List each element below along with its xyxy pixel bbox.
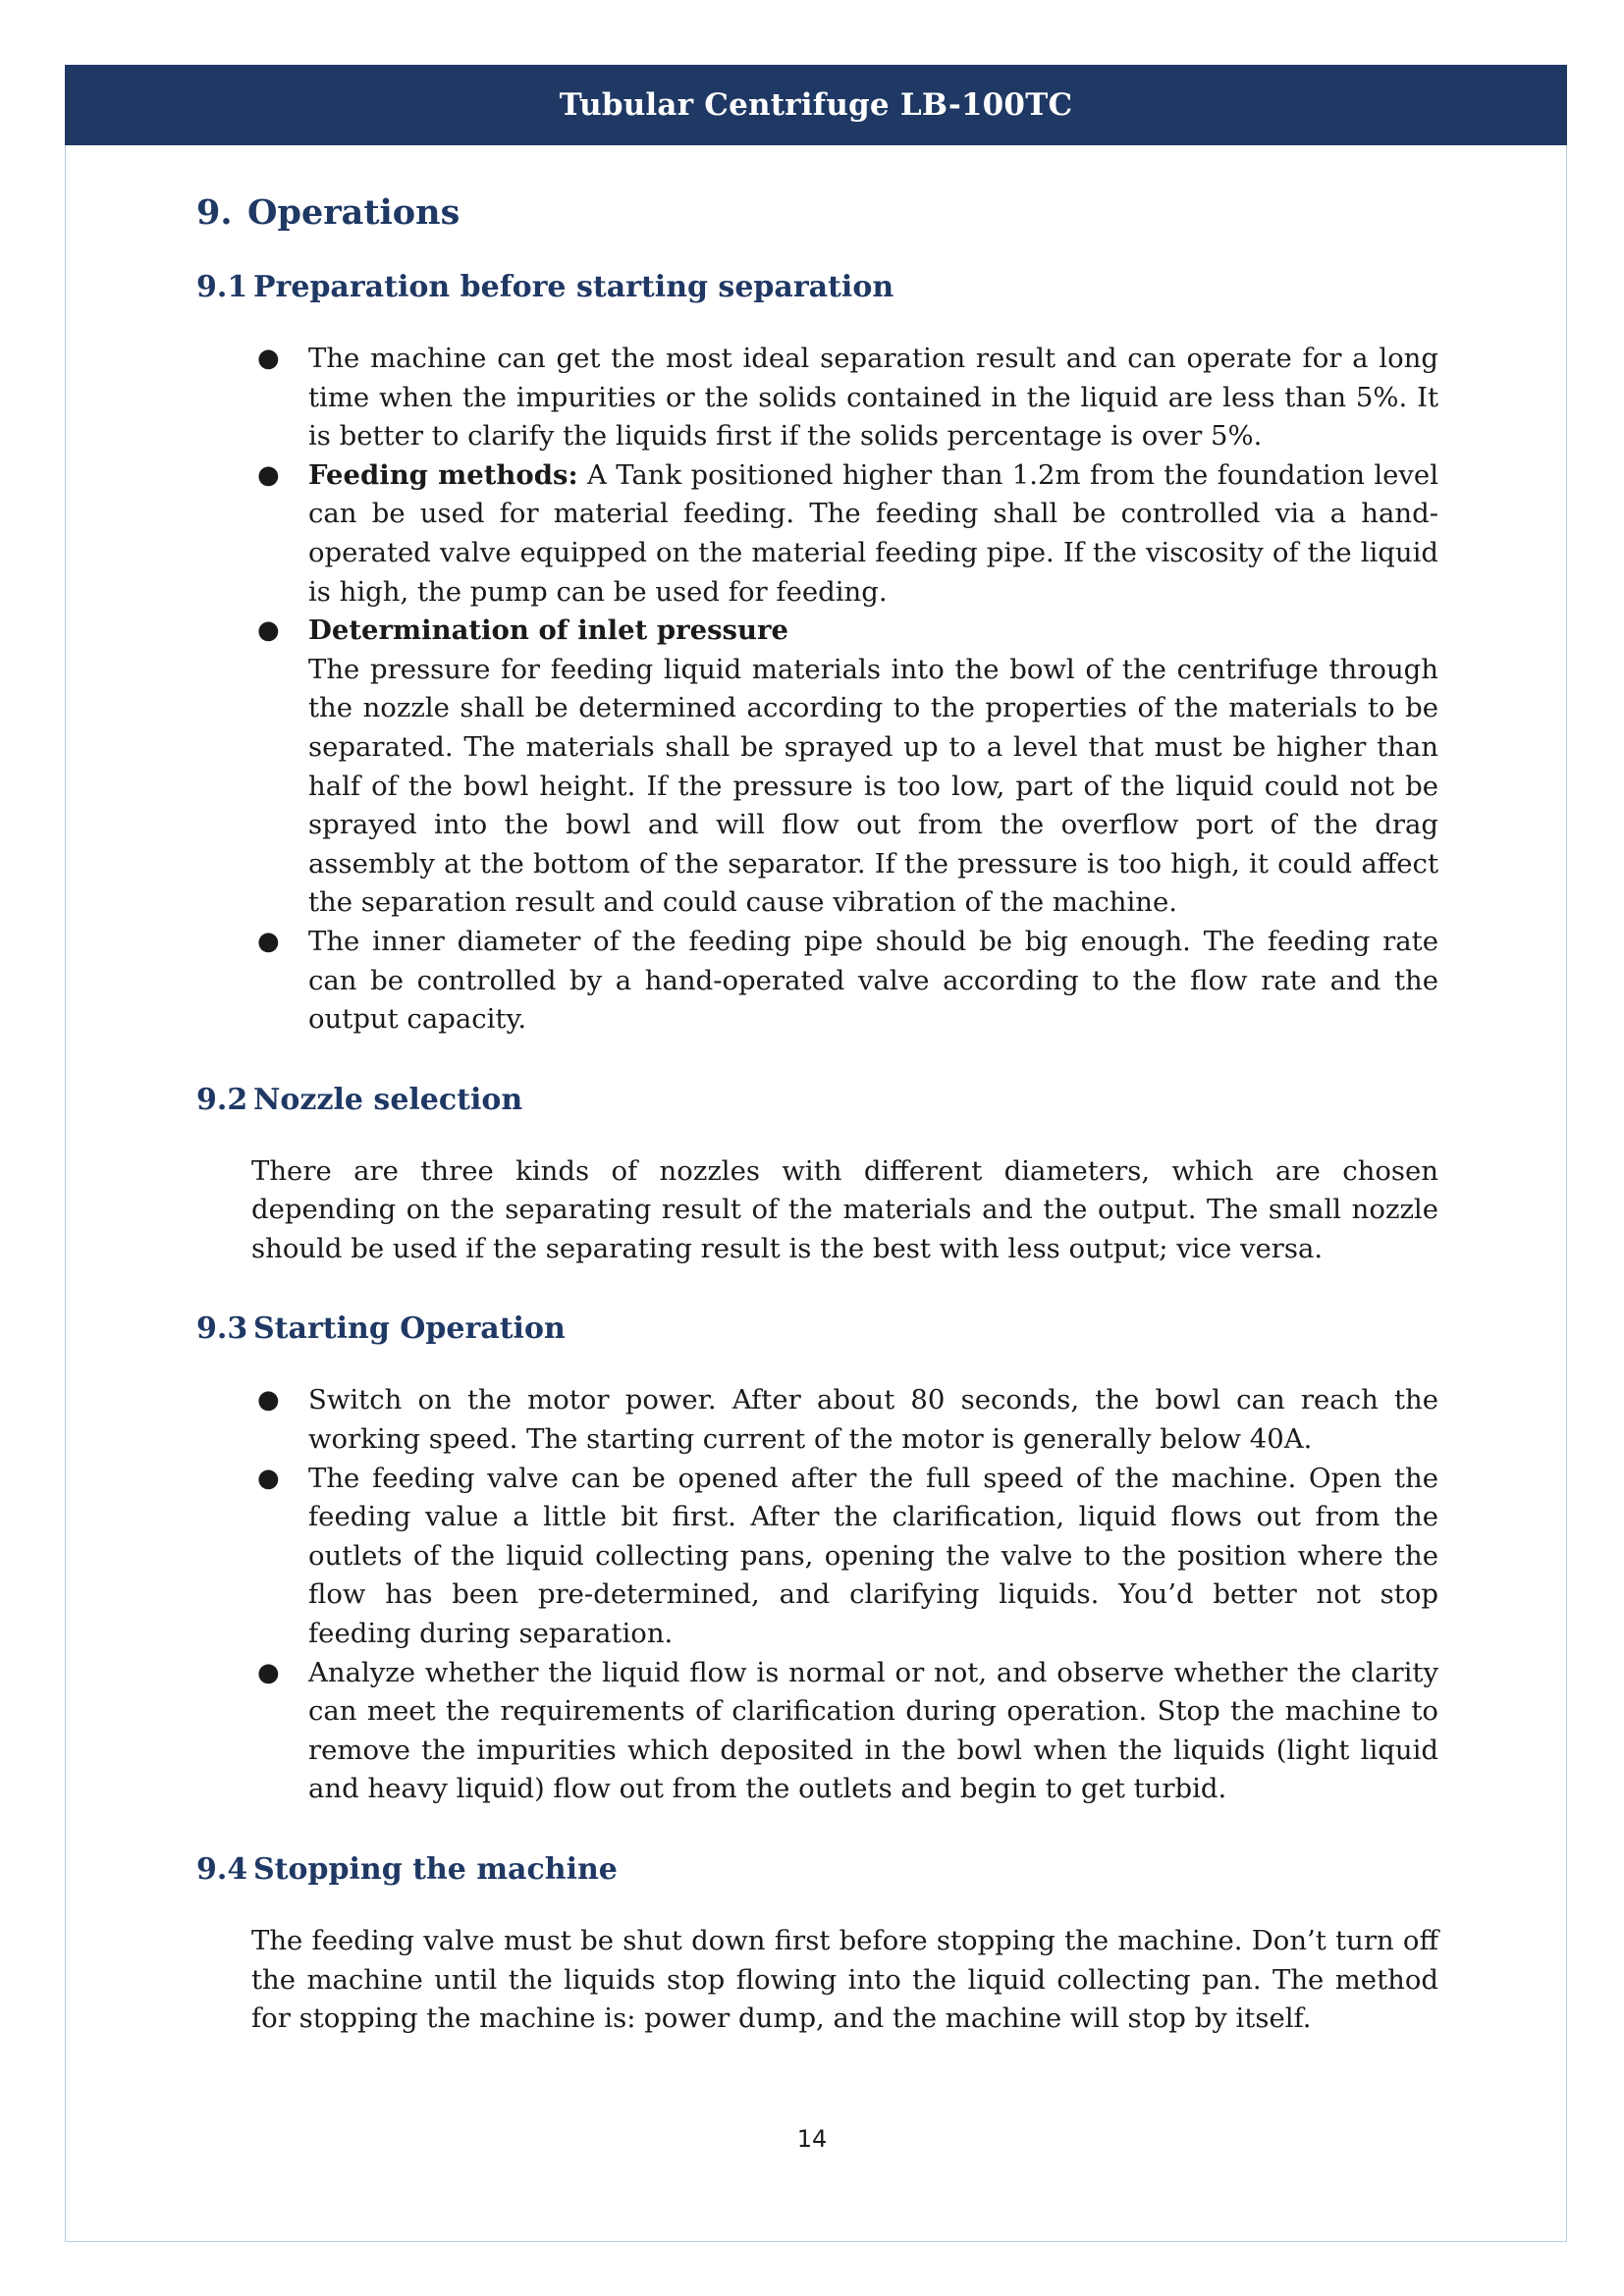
subsection-title: Stopping the machine	[253, 1852, 618, 1887]
subsection-number: 9.2	[196, 1082, 248, 1117]
subsection-title: Nozzle selection	[253, 1082, 523, 1117]
list-item	[251, 923, 1438, 1040]
subsection-number: 9.4	[196, 1852, 248, 1887]
subsection-title: Starting Operation	[253, 1311, 566, 1347]
list-item	[251, 1654, 1438, 1809]
bullet-list-9-3	[196, 1381, 1438, 1809]
subsection-heading-9-2	[196, 1083, 1438, 1117]
list-item-text: The inner diameter of the feeding pipe should be big enough. The feeding rate can be controlled by a hand-operated valve according to the flow rate and the output capacity.	[308, 925, 1438, 1036]
paragraph-nozzle-selection: There are three kinds of nozzles with different diameters, which are chosen depending on the separating result of the materials and the output. The small nozzle should be used if the separating result is the best with less output; vice versa.	[251, 1154, 1438, 1264]
paragraph-stopping-machine: The feeding valve must be shut down first before stopping the machine. Don’t turn off the machine until the liquids stop flowing into the liquid collecting pan. The method for stopping the machine is: power dump, and the machine will stop by itself.	[251, 1925, 1438, 2035]
section-title: Operations	[247, 192, 460, 233]
bullet-icon: ●	[257, 615, 280, 646]
bullet-icon: ●	[257, 926, 280, 956]
list-item-lead: Determination of inlet pressure	[308, 614, 789, 647]
bullet-icon: ●	[257, 1657, 280, 1687]
bullet-icon: ●	[257, 1463, 280, 1493]
list-item	[251, 456, 1438, 612]
list-item-text: Analyze whether the liquid flow is normal or not, and observe whether the clarity can meet the requirements of clarification during operation. Stop the machine to remove the impurities which deposited in the bowl when the liquids (light liquid and heavy liquid) flow out from the outlets and begin to get turbid.	[308, 1656, 1438, 1805]
bullet-icon: ●	[257, 459, 280, 490]
subsection-heading-9-3	[196, 1311, 1438, 1346]
subsection-title: Preparation before starting separation	[253, 270, 894, 304]
page-number: 14	[796, 2125, 828, 2153]
subsection-heading-9-4	[196, 1852, 1438, 1887]
section-heading-operations	[196, 192, 1438, 233]
list-item	[251, 1381, 1438, 1459]
list-item-text: The pressure for feeding liquid materials into the bowl of the centrifuge through the nozzle shall be determined according to the properties of the materials to be separated. The materials shall be sprayed up to a level that must be higher than half of the bowl height. If the pressure is too low, part of the liquid could not be sprayed into the bowl and will flow out from the overflow port of the drag assembly at the bottom of the separator. If the pressure is too high, it could affect the separation result and could cause vibration of the machine.	[308, 653, 1438, 919]
section-number: 9.	[196, 192, 233, 233]
list-item-text: A Tank positioned higher than 1.2m from the foundation level can be used for material feeding. The feeding shall be controlled via a hand-operated valve equipped on the material feeding pipe. If the viscosity of the liquid is high, the pump can be used for feeding.	[308, 458, 1439, 608]
list-item	[251, 340, 1438, 456]
subsection-number: 9.3	[196, 1311, 248, 1347]
list-item	[251, 1460, 1438, 1654]
list-item	[251, 612, 1438, 923]
document-title: Tubular Centrifuge LB-100TC	[559, 87, 1073, 123]
header-bar	[65, 65, 1567, 145]
page-content	[196, 192, 1438, 2082]
subsection-number: 9.1	[196, 270, 248, 304]
bullet-icon: ●	[257, 344, 280, 373]
list-item-text: Switch on the motor power. After about 80 seconds, the bowl can reach the working speed. The starting current of the motor is generally below 40A.	[308, 1384, 1438, 1456]
list-item-text: The feeding valve can be opened after the full speed of the machine. Open the feeding value a little bit first. After the clarification, liquid flows out from the outlets of the liquid collecting pans, opening the valve to the position where the flow has been pre-determined, and clarifying liquids. You’d better not stop feeding during separation.	[308, 1462, 1438, 1650]
bullet-list-9-1	[196, 340, 1438, 1040]
subsection-heading-9-1	[196, 270, 1438, 304]
bullet-icon: ●	[257, 1385, 280, 1415]
list-item-lead: Feeding methods:	[308, 458, 578, 491]
list-item-text: The machine can get the most ideal separation result and can operate for a long time when the impurities or the solids contained in the liquid are less than 5%. It is better to clarify the liquids first if the solids percentage is over 5%.	[308, 343, 1438, 453]
